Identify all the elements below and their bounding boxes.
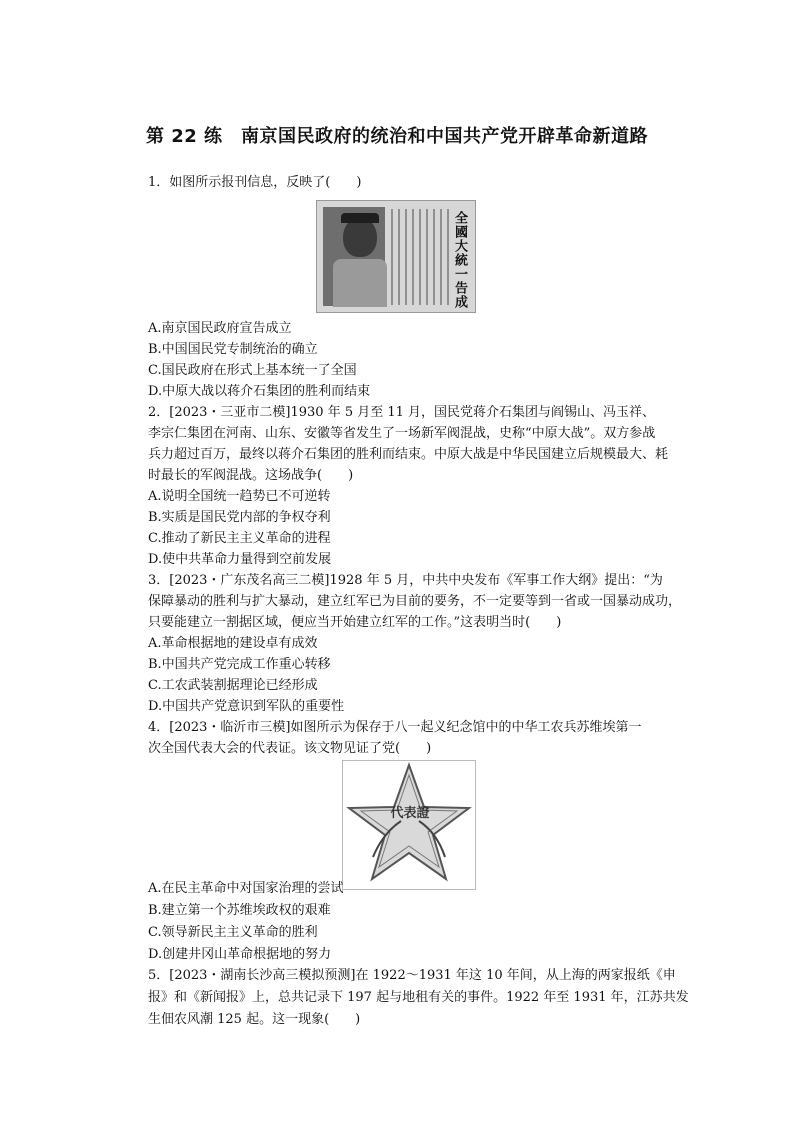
question-2-stem-line-1: 2．[2023・三亚市二模]1930 年 5 月至 11 月，国民党蒋介石集团与阎锡山、冯玉祥、	[148, 405, 656, 420]
badge-label: 代表證	[390, 806, 430, 821]
question-4-option-c: C.领导新民主主义革命的胜利	[148, 925, 318, 940]
question-2-option-c: C.推动了新民主主义革命的进程	[148, 531, 331, 546]
question-3-option-b: B.中国共产党完成工作重心转移	[148, 657, 331, 672]
delegate-badge-figure	[342, 760, 476, 890]
question-4-option-d: D.创建井冈山革命根据地的努力	[148, 947, 332, 962]
newspaper-figure	[316, 200, 476, 313]
question-1-option-b: B.中国国民党专制统治的确立	[148, 342, 318, 357]
question-5-stem-line-1: 5．[2023・湖南长沙高三模拟预测]在 1922～1931 年这 10 年间，从上海的两家报纸《申	[148, 968, 676, 983]
question-3-option-d: D.中国共产党意识到军队的重要性	[148, 699, 345, 714]
question-3-stem-line-3: 只要能建立一割据区域，便应当开始建立红军的工作。”这表明当时( )	[148, 615, 562, 630]
question-3-stem-line-1: 3．[2023・广东茂名高三二模]1928 年 5 月，中共中央发布《军事工作大纲》提出：“为	[148, 573, 663, 588]
question-3-option-a: A.革命根据地的建设卓有成效	[148, 636, 318, 651]
cap-shape	[341, 213, 379, 223]
question-5-stem-line-3: 生佃农风潮 125 起。这一现象( )	[148, 1012, 361, 1027]
question-4-stem-line-2: 次全国代表大会的代表证。该文物见证了党( )	[148, 741, 432, 756]
question-1-stem: 1．如图所示报刊信息，反映了( )	[148, 175, 362, 190]
question-3-option-c: C.工农武装割据理论已经形成	[148, 678, 318, 693]
question-2-option-b: B.实质是国民党内部的争权夺利	[148, 510, 331, 525]
question-2-stem-line-4: 时最长的军阀混战。这场战争( )	[148, 468, 354, 483]
uniform-shape	[333, 259, 387, 307]
question-4-option-a: A.在民主革命中对国家治理的尝试	[148, 881, 344, 896]
page-title: 第 22 练 南京国民政府的统治和中国共产党开辟革命新道路	[145, 126, 649, 147]
question-2-option-d: D.使中共革命力量得到空前发展	[148, 552, 332, 567]
question-1-option-c: C.国民政府在形式上基本统一了全国	[148, 363, 357, 378]
question-3-stem-line-2: 保障暴动的胜利与扩大暴动，建立红军已为目前的要务，不一定要等到一省或一国暴动成功，	[148, 594, 682, 609]
question-5-stem-line-2: 报》和《新闻报》上，总共记录下 197 起与地租有关的事件。1922 年至 1931 年，江苏共发	[148, 990, 689, 1005]
newspaper-text-columns	[391, 209, 449, 305]
portrait-photo	[323, 207, 385, 306]
question-4-stem-line-1: 4．[2023・临沂市三模]如图所示为保存于八一起义纪念馆中的中华工农兵苏维埃第一	[148, 720, 642, 735]
question-1-option-d: D.中原大战以蒋介石集团的胜利而结束	[148, 384, 371, 399]
face-shape	[343, 217, 377, 257]
question-2-stem-line-3: 兵力超过百万，最终以蒋介石集团的胜利而结束。中原大战是中华民国建立后规模最大、耗	[148, 447, 669, 462]
question-4-option-b: B.建立第一个苏维埃政权的艰难	[148, 903, 331, 918]
star-badge-icon	[343, 761, 475, 889]
newspaper-headline: 全國大統一告成	[452, 211, 467, 309]
question-2-stem-line-2: 李宗仁集团在河南、山东、安徽等省发生了一场新军阀混战，史称“中原大战”。双方参战	[148, 426, 656, 441]
question-1-option-a: A.南京国民政府宣告成立	[148, 321, 292, 336]
question-2-option-a: A.说明全国统一趋势已不可逆转	[148, 489, 331, 504]
